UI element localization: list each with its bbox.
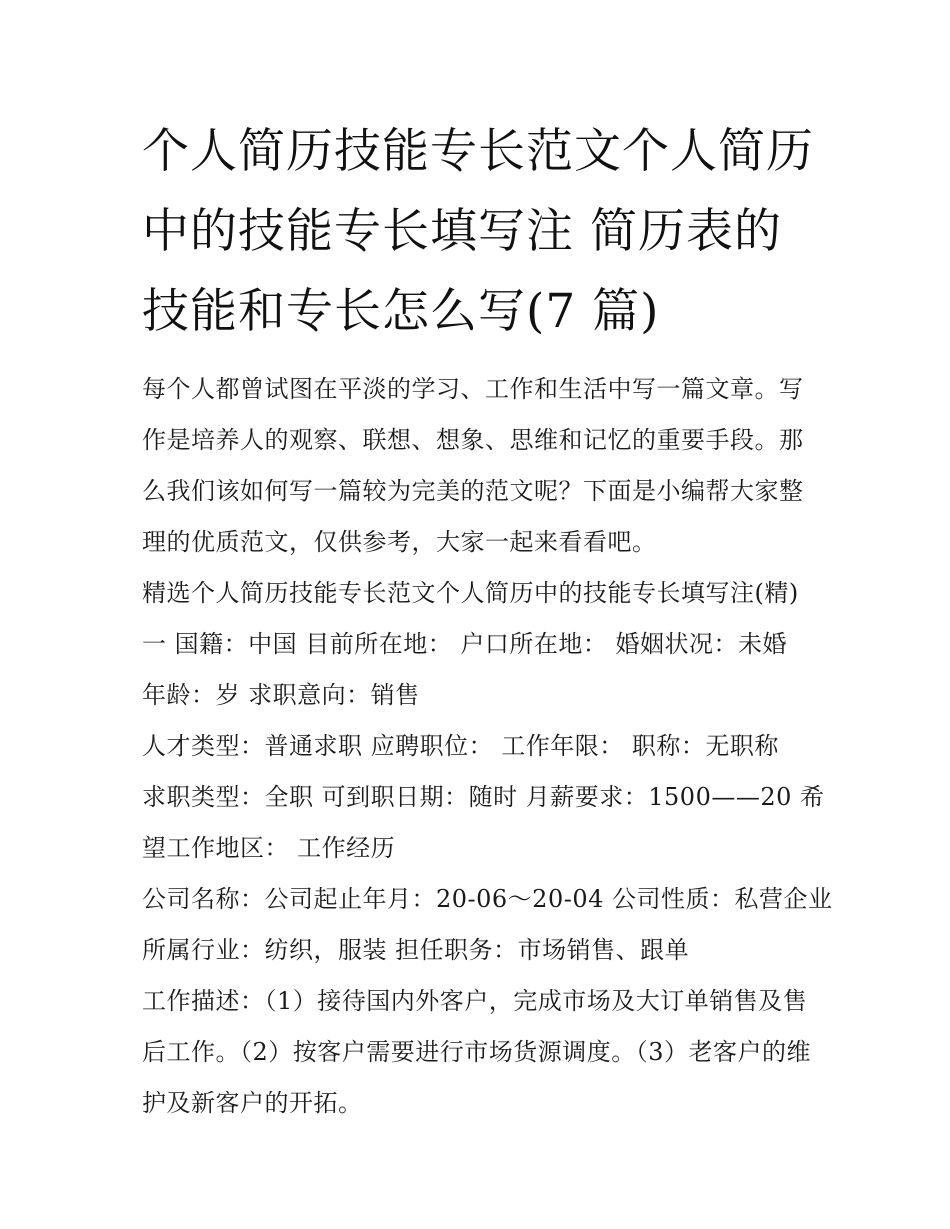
text-line: 求职类型：全职 可到职日期：随时 月薪要求：1500——20 希 (142, 783, 825, 811)
intro-paragraph: 每个人都曾试图在平淡的学习、工作和生活中写一篇文章。写作是培养人的观察、联想、想象、思维和记忆的重要手段。那么我们该如何写一篇较为完美的范文呢？下面是小编帮大家整理的优质范文，仅供参考，大家一起来看看吧。 (142, 375, 804, 556)
text-line: 公司名称：公司起止年月：20-06～20-04 公司性质：私营企业 (142, 885, 833, 913)
text-line: 望工作地区： 工作经历 (142, 834, 396, 862)
text-line: 精选个人简历技能专长范文个人简历中的技能专长填写注(精) (142, 579, 799, 607)
text-line: 所属行业：纺织，服装 担任职务：市场销售、跟单 (142, 936, 690, 964)
document-body (142, 364, 833, 1129)
document-page (142, 112, 833, 1129)
document-title: 个人简历技能专长范文个人简历中的技能专长填写注 简历表的技能和专长怎么写(7 篇) (142, 124, 814, 339)
text-line: 人才类型：普通求职 应聘职位： 工作年限： 职称：无职称 (142, 732, 779, 760)
text-line: 一 国籍：中国 目前所在地： 户口所在地： 婚姻状况：未婚 (142, 630, 788, 658)
text-line: 年龄：岁 求职意向：销售 (142, 681, 420, 709)
job-description-paragraph: 工作描述：（1）接待国内外客户，完成市场及大订单销售及售后工作。（2）按客户需要进行市场货源调度。（3）老客户的维护及新客户的开拓。 (142, 987, 812, 1117)
